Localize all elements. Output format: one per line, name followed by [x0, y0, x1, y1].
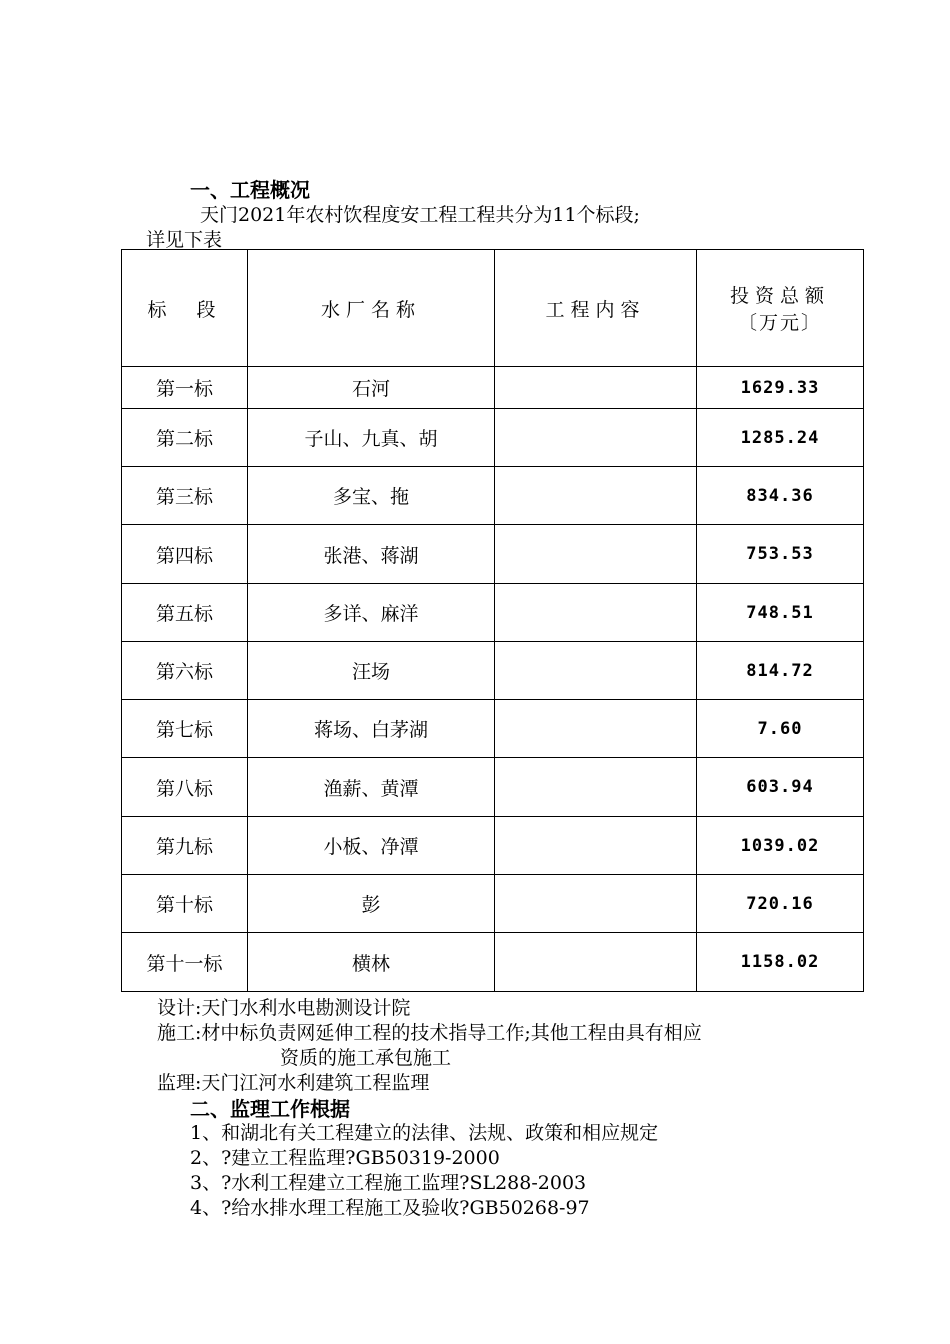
section2-title: 二、监理工作根据	[190, 1097, 350, 1121]
cell-work-content	[495, 875, 697, 933]
basis-item: 3、?水利工程建立工程施工监理?SL288-2003	[190, 1172, 587, 1194]
table-row	[122, 409, 864, 467]
cell-plant-name: 渔薪、黄潭	[248, 758, 495, 817]
table-row	[122, 525, 864, 584]
cell-segment: 第五标	[122, 584, 248, 642]
cell-segment: 第一标	[122, 367, 248, 409]
cell-segment: 第六标	[122, 642, 248, 700]
header-work-content: 工程内容	[495, 250, 697, 367]
cell-plant-name: 小板、净潭	[248, 817, 495, 875]
cell-plant-name: 彭	[248, 875, 495, 933]
cell-plant-name: 张港、蒋湖	[248, 525, 495, 584]
cell-segment: 第九标	[122, 817, 248, 875]
header-segment: 标 段	[122, 250, 248, 367]
table-row	[122, 367, 864, 409]
cell-work-content	[495, 642, 697, 700]
cell-work-content	[495, 817, 697, 875]
cell-investment-amount: 7.60	[697, 700, 864, 758]
cell-investment-amount: 814.72	[697, 642, 864, 700]
cell-investment-amount: 720.16	[697, 875, 864, 933]
cell-plant-name: 横林	[248, 933, 495, 992]
cell-work-content	[495, 700, 697, 758]
header-plant-name: 水厂名称	[248, 250, 495, 367]
cell-segment: 第十一标	[122, 933, 248, 992]
table-row	[122, 933, 864, 992]
cell-segment: 第十标	[122, 875, 248, 933]
design-party: 设计:天门水利水电勘测设计院	[157, 997, 411, 1019]
cell-work-content	[495, 525, 697, 584]
cell-plant-name: 多详、麻洋	[248, 584, 495, 642]
table-header-row	[122, 250, 864, 367]
cell-investment-amount: 1285.24	[697, 409, 864, 467]
cell-investment-amount: 1158.02	[697, 933, 864, 992]
cell-work-content	[495, 584, 697, 642]
table-row	[122, 758, 864, 817]
basis-item: 1、和湖北有关工程建立的法律、法规、政策和相应规定	[190, 1122, 659, 1144]
table-row	[122, 642, 864, 700]
cell-plant-name: 多宝、拖	[248, 467, 495, 525]
cell-segment: 第二标	[122, 409, 248, 467]
cell-investment-amount: 753.53	[697, 525, 864, 584]
cell-investment-amount: 1629.33	[697, 367, 864, 409]
cell-segment: 第八标	[122, 758, 248, 817]
cell-investment-amount: 748.51	[697, 584, 864, 642]
table-row	[122, 875, 864, 933]
cell-investment-amount: 834.36	[697, 467, 864, 525]
cell-investment-amount: 1039.02	[697, 817, 864, 875]
table-row	[122, 700, 864, 758]
header-investment-unit: 〔万元〕	[737, 312, 822, 334]
cell-work-content	[495, 933, 697, 992]
section1-title: 一、工程概况	[190, 178, 310, 202]
table-row	[122, 817, 864, 875]
bid-segments-table	[121, 249, 864, 992]
cell-plant-name: 汪场	[248, 642, 495, 700]
supervision-party: 监理:天门江河水利建筑工程监理	[157, 1072, 430, 1094]
basis-item: 2、?建立工程监理?GB50319-2000	[190, 1147, 500, 1169]
cell-plant-name: 蒋场、白茅湖	[248, 700, 495, 758]
section1-intro: 天门2021年农村饮程度安工程工程共分为11个标段;	[200, 204, 640, 226]
header-total-investment-label: 投资总额	[729, 285, 830, 307]
cell-work-content	[495, 409, 697, 467]
header-total-investment	[697, 250, 864, 367]
construction-party: 施工:材中标负责网延伸工程的技术指导工作;其他工程由具有相应	[157, 1022, 702, 1044]
construction-party-continued: 资质的施工承包施工	[280, 1047, 452, 1069]
table-row	[122, 467, 864, 525]
cell-work-content	[495, 467, 697, 525]
cell-work-content	[495, 367, 697, 409]
cell-segment: 第七标	[122, 700, 248, 758]
table-row	[122, 584, 864, 642]
section1-intro-continued: 详见下表	[146, 229, 223, 251]
basis-item: 4、?给水排水理工程施工及验收?GB50268-97	[190, 1197, 590, 1219]
cell-segment: 第三标	[122, 467, 248, 525]
cell-investment-amount: 603.94	[697, 758, 864, 817]
cell-plant-name: 石河	[248, 367, 495, 409]
cell-segment: 第四标	[122, 525, 248, 584]
cell-plant-name: 子山、九真、胡	[248, 409, 495, 467]
cell-work-content	[495, 758, 697, 817]
